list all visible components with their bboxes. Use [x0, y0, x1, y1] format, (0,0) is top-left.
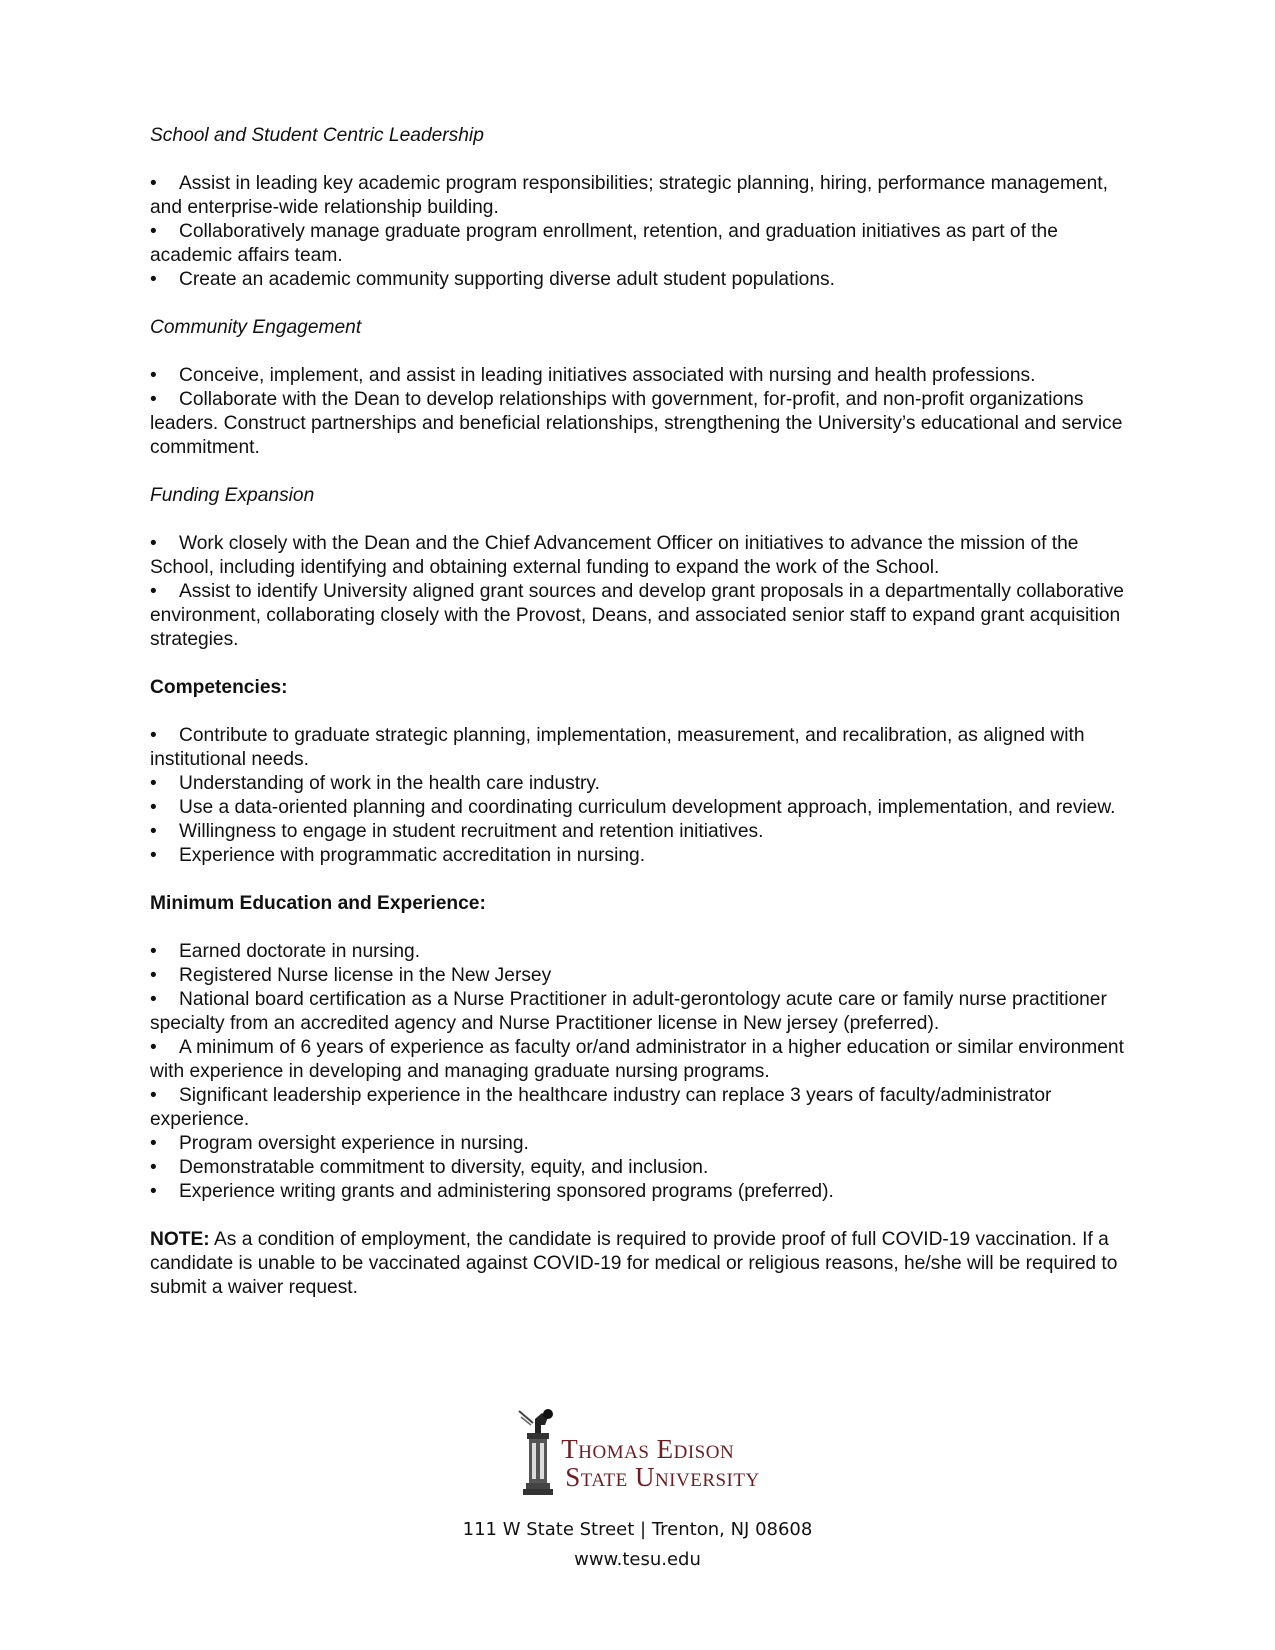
list-education [150, 940, 1136, 1204]
bullet-icon: • [150, 221, 157, 242]
list-item: • Registered Nurse license in the New Jersey [150, 965, 552, 986]
bullet-icon: • [150, 269, 157, 290]
bullet-icon: • [150, 773, 157, 794]
footer [0, 1405, 1275, 1572]
list-item: • National board certification as a Nurse Practitioner in adult-gerontology acute care or family nurse practitioner specialty from an accredited agency and Nurse Practitioner license in New jersey (preferred). [150, 989, 1107, 1034]
section-heading-funding: Funding Expansion [150, 485, 315, 506]
address: 111 W State Street | Trenton, NJ 08608 [462, 1519, 813, 1540]
list-item: • Collaborate with the Dean to develop relationships with government, for-profit, and non-profit organizations leaders. Construct partnerships and beneficial relationships, strengthening the University’s educational and service commitment. [150, 389, 1123, 458]
bullet-icon: • [150, 533, 157, 554]
bullet-icon: • [150, 725, 157, 746]
list-item: • Willingness to engage in student recruitment and retention initiatives. [150, 821, 764, 842]
bullet-icon: • [150, 989, 157, 1010]
section-heading-community: Community Engagement [150, 317, 362, 338]
bullet-icon: • [150, 173, 157, 194]
covid-note [150, 1228, 1136, 1300]
note-text: As a condition of employment, the candidate is required to provide proof of full COVID-19 vaccination. If a candidate is unable to be vaccinated against COVID-19 for medical or religious reasons, he/she will be required to submit a waiver request. [150, 1229, 1118, 1298]
list-item: • Collaboratively manage graduate program enrollment, retention, and graduation initiatives as part of the academic affairs team. [150, 221, 1058, 266]
bullet-icon: • [150, 365, 157, 386]
list-item: • Understanding of work in the health care industry. [150, 773, 600, 794]
list-item: • A minimum of 6 years of experience as faculty or/and administrator in a higher education or similar environment with experience in developing and managing graduate nursing programs. [150, 1037, 1124, 1082]
logo-wordmark [561, 1435, 759, 1497]
logo-line-2: State University [565, 1462, 760, 1492]
bullet-icon: • [150, 1181, 157, 1202]
list-funding [150, 532, 1136, 652]
list-item: • Assist to identify University aligned grant sources and develop grant proposals in a departmentally collaborative environment, collaborating closely with the Provost, Deans, and associated senior staff to expand grant acquisition strategies. [150, 581, 1124, 650]
list-leadership [150, 172, 1136, 292]
university-logo [515, 1405, 759, 1497]
list-community [150, 364, 1136, 460]
bullet-icon: • [150, 581, 157, 602]
bullet-icon: • [150, 1133, 157, 1154]
bullet-icon: • [150, 1037, 157, 1058]
list-item: • Experience writing grants and administering sponsored programs (preferred). [150, 1181, 834, 1202]
list-item: • Work closely with the Dean and the Chief Advancement Officer on initiatives to advance the mission of the School, including identifying and obtaining external funding to expand the work of the School. [150, 533, 1079, 578]
list-item: • Demonstratable commitment to diversity, equity, and inclusion. [150, 1157, 709, 1178]
bullet-icon: • [150, 797, 157, 818]
document-body [150, 124, 1136, 1300]
list-item: • Significant leadership experience in the healthcare industry can replace 3 years of faculty/administrator experience. [150, 1085, 1052, 1130]
note-label: NOTE: [150, 1229, 210, 1250]
website-link[interactable]: www.tesu.edu [574, 1549, 701, 1570]
logo-line-1: Thomas Edison [561, 1434, 735, 1464]
list-item: • Conceive, implement, and assist in leading initiatives associated with nursing and health professions. [150, 365, 1036, 386]
list-item: • Contribute to graduate strategic planning, implementation, measurement, and recalibration, as aligned with institutional needs. [150, 725, 1085, 770]
bullet-icon: • [150, 965, 157, 986]
section-heading-competencies: Competencies: [150, 677, 288, 698]
bullet-icon: • [150, 821, 157, 842]
list-item: • Assist in leading key academic program responsibilities; strategic planning, hiring, performance management, and enterprise-wide relationship building. [150, 173, 1108, 218]
bullet-icon: • [150, 389, 157, 410]
bullet-icon: • [150, 1157, 157, 1178]
list-competencies [150, 724, 1136, 868]
section-heading-education: Minimum Education and Experience: [150, 893, 486, 914]
section-heading-leadership: School and Student Centric Leadership [150, 125, 484, 146]
bullet-icon: • [150, 1085, 157, 1106]
list-item: • Earned doctorate in nursing. [150, 941, 421, 962]
list-item: • Program oversight experience in nursing. [150, 1133, 529, 1154]
list-item: • Create an academic community supporting diverse adult student populations. [150, 269, 835, 290]
bullet-icon: • [150, 845, 157, 866]
list-item: • Use a data-oriented planning and coordinating curriculum development approach, implementation, and review. [150, 797, 1116, 818]
list-item: • Experience with programmatic accreditation in nursing. [150, 845, 646, 866]
bullet-icon: • [150, 941, 157, 962]
edison-statue-icon [515, 1405, 559, 1497]
